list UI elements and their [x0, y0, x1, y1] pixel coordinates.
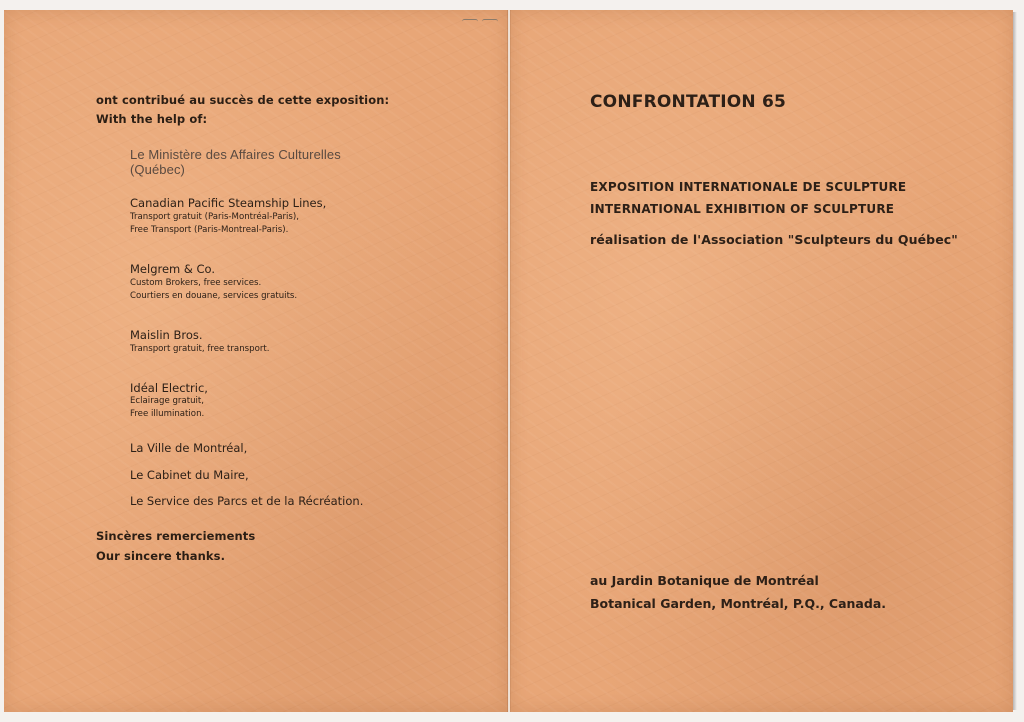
sponsor-detail: Eclairage gratuit, [130, 396, 205, 406]
acknowledgement-heading-en: With the help of: [96, 112, 208, 126]
location-en: Botanical Garden, Montréal, P.Q., Canada. [590, 596, 887, 611]
sponsor-detail: Free illumination. [130, 409, 205, 419]
sponsor-detail: Custom Brokers, free services. [130, 278, 262, 288]
sponsor-name: Le Cabinet du Maire, [130, 468, 249, 482]
left-page [4, 10, 508, 712]
staple-icon [462, 19, 478, 24]
staple-icon [482, 19, 498, 24]
sponsor-name: Le Service des Parcs et de la Récréation. [130, 494, 364, 508]
thanks-fr: Sincères remerciements [96, 529, 256, 543]
sponsor-name: Le Ministère des Affaires Culturelles [130, 147, 341, 162]
exhibition-title: CONFRONTATION 65 [590, 92, 787, 112]
sponsor-detail: Transport gratuit, free transport. [130, 344, 270, 354]
exhibition-subtitle-fr: EXPOSITION INTERNATIONALE DE SCULPTURE [590, 180, 907, 194]
sponsor-name: Idéal Electric, [130, 381, 208, 395]
sponsor-detail: (Québec) [130, 162, 185, 177]
page-edge-shadow [1013, 12, 1017, 710]
sponsor-name: Canadian Pacific Steamship Lines, [130, 196, 327, 210]
sponsor-name: Melgrem & Co. [130, 262, 216, 276]
sponsor-detail: Courtiers en douane, services gratuits. [130, 291, 298, 301]
acknowledgement-heading-fr: ont contribué au succès de cette exposition: [96, 93, 390, 107]
realisation-line: réalisation de l'Association "Sculpteurs du Québec" [590, 232, 958, 247]
sponsor-name: Maislin Bros. [130, 328, 203, 342]
center-fold [507, 10, 511, 712]
sponsor-name: La Ville de Montréal, [130, 441, 248, 455]
thanks-en: Our sincere thanks. [96, 549, 226, 563]
exhibition-subtitle-en: INTERNATIONAL EXHIBITION OF SCULPTURE [590, 202, 895, 216]
sponsor-detail: Free Transport (Paris-Montreal-Paris). [130, 225, 289, 235]
location-fr: au Jardin Botanique de Montréal [590, 573, 819, 588]
sponsor-detail: Transport gratuit (Paris-Montréal-Paris), [130, 212, 299, 222]
